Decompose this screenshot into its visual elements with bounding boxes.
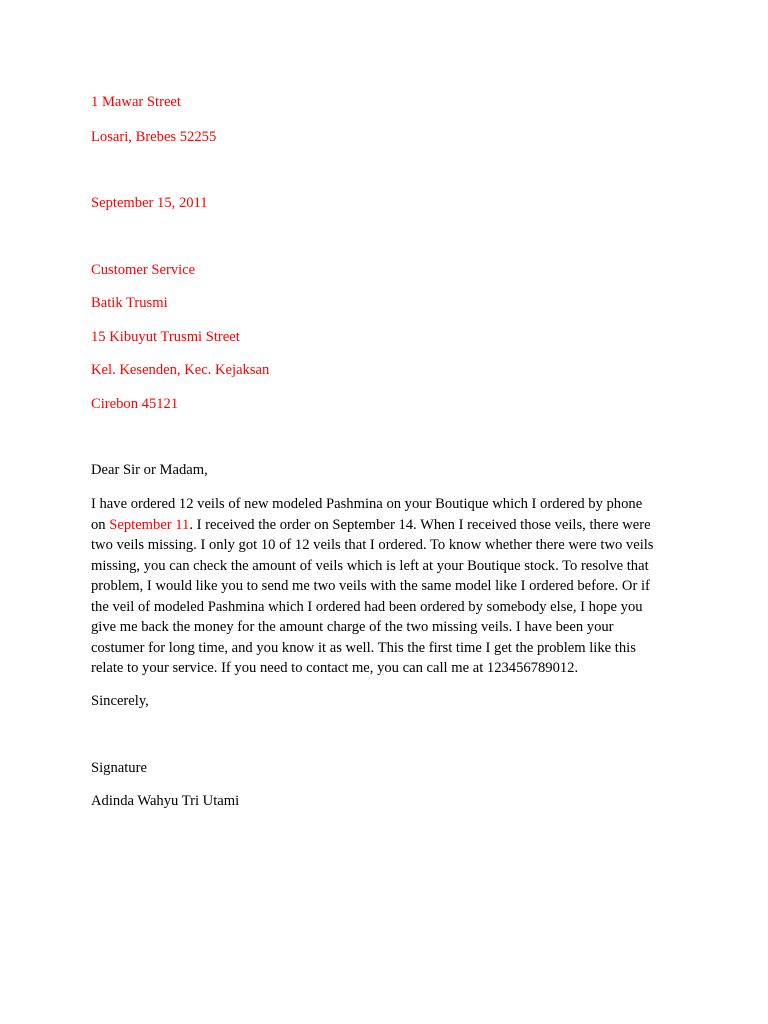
salutation: Dear Sir or Madam, xyxy=(91,462,208,478)
body-text: on xyxy=(91,516,110,533)
recipient-name: Customer Service xyxy=(91,262,196,278)
body-line: costumer for long time, and you know it as well. This the first time I get the problem like this xyxy=(91,639,636,656)
body-line: the veil of modeled Pashmina which I ordered had been ordered by somebody else, I hope you xyxy=(91,598,643,615)
signer-name: Adinda Wahyu Tri Utami xyxy=(91,793,240,809)
body-line: relate to your service. If you need to contact me, you can call me at 123456789012. xyxy=(91,660,579,676)
body-line: missing, you can check the amount of veils which is left at your Boutique stock. To resolve that xyxy=(91,557,649,574)
body-paragraph xyxy=(91,494,691,679)
body-line: give me back the money for the amount charge of the two missing veils. I have been your xyxy=(91,619,614,635)
letter-date: September 15, 2011 xyxy=(91,195,208,211)
recipient-company: Batik Trusmi xyxy=(91,295,168,311)
recipient-district: Kel. Kesenden, Kec. Kejaksan xyxy=(91,362,270,378)
body-line xyxy=(91,515,691,536)
body-text: . I received the order on September 14. When I received those veils, there were xyxy=(189,516,651,533)
body-line: problem, I would like you to send me two veils with the same model like I ordered before. Or if xyxy=(91,578,650,594)
recipient-city: Cirebon 45121 xyxy=(91,396,179,412)
signature-label: Signature xyxy=(91,760,147,776)
recipient-street: 15 Kibuyut Trusmi Street xyxy=(91,329,240,345)
body-line: two veils missing. I only got 10 of 12 veils that I ordered. To know whether there were two veils xyxy=(91,537,654,553)
order-date-highlight: September 11 xyxy=(109,516,190,533)
sender-city: Losari, Brebes 52255 xyxy=(91,129,217,145)
closing: Sincerely, xyxy=(91,693,149,709)
body-line: I have ordered 12 veils of new modeled Pashmina on your Boutique which I ordered by phone xyxy=(91,496,643,512)
sender-street: 1 Mawar Street xyxy=(91,94,181,110)
